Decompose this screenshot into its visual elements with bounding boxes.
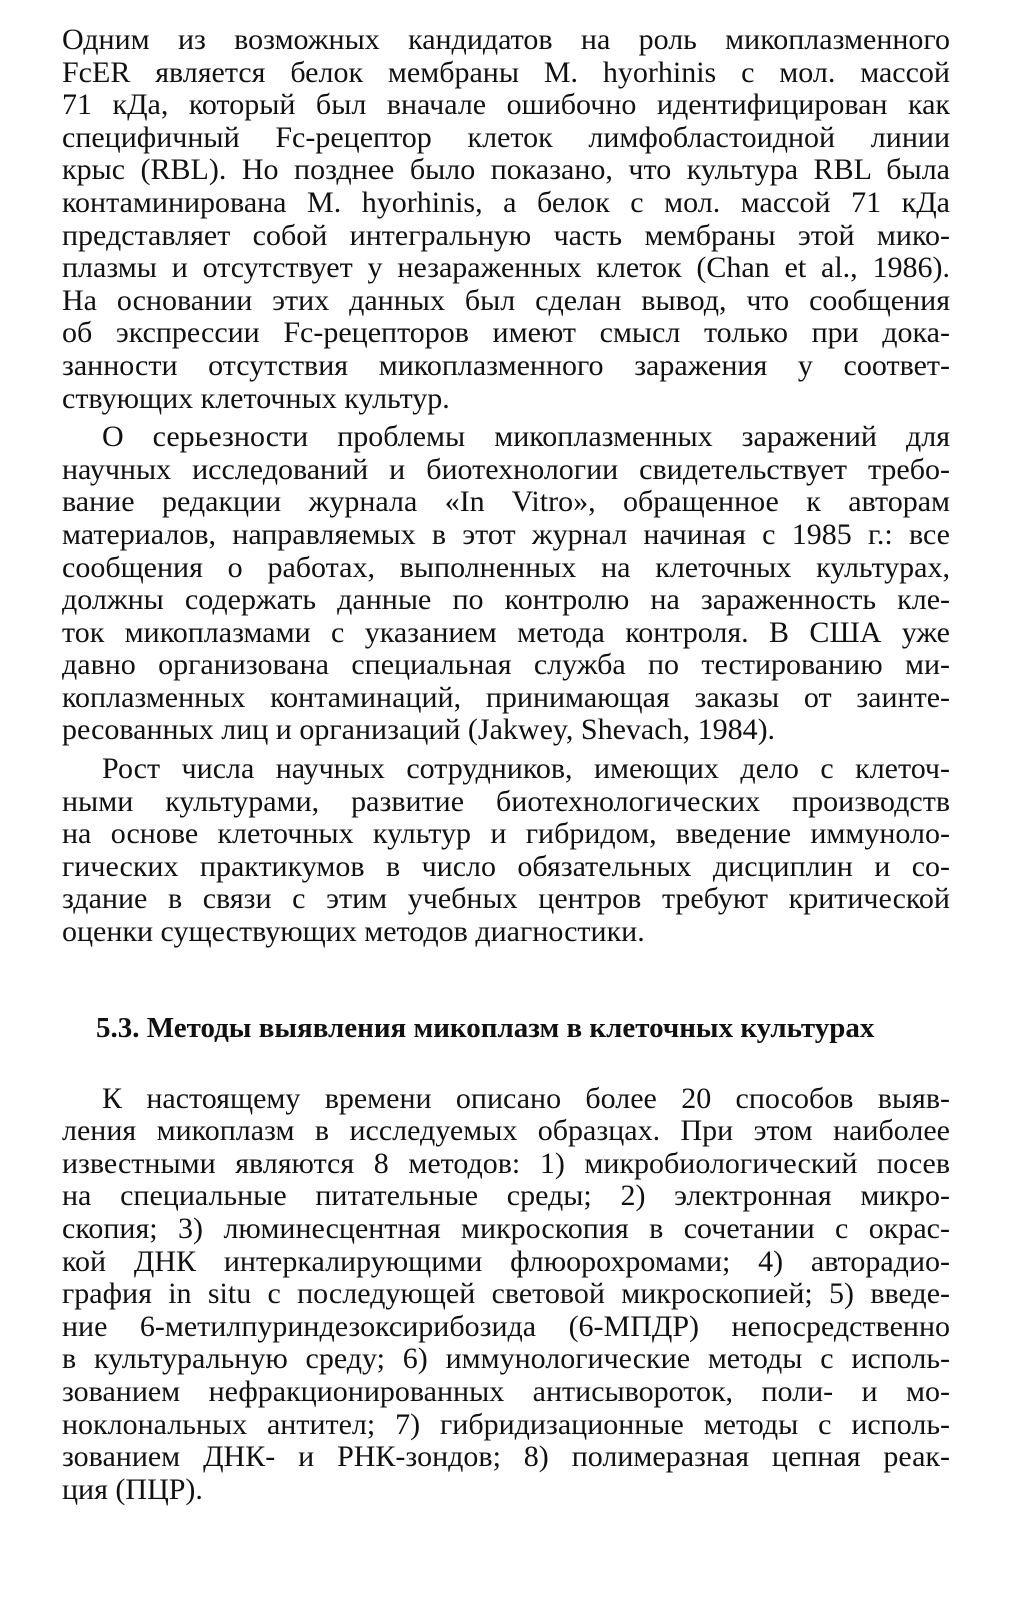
text-line: О серьезности проблемы микоплазменных заражений для [102,421,950,454]
text-line: ние 6-метилпуриндезоксирибозида (6-МПДР) непосредственно [62,1310,950,1343]
text-line: гических практикумов в число обязательных дисциплин и со- [62,850,950,883]
paragraph-4 [62,1083,950,1507]
text-line: оценки существующих методов диагностики. [62,916,645,949]
page [62,24,950,1506]
text-line: должны содержать данные по контролю на зараженность кле- [62,584,950,617]
text-line: специфичный Fc-рецептор клеток лимфобластоидной линии [62,121,950,154]
text-line: На основании этих данных был сделан вывод, что сообщения [62,284,950,317]
text-line: на специальные питательные среды; 2) электронная микро- [62,1180,950,1213]
text-line: ными культурами, развитие биотехнологических производств [62,785,950,818]
text-line: на основе клеточных культур и гибридом, введение иммуноло- [62,818,950,851]
text-line: занности отсутствия микоплазменного заражения у соответ- [62,349,950,382]
text-line: научных исследований и биотехнологии свидетельствует требо- [62,453,950,486]
text-line: ствующих клеточных культур. [62,382,450,415]
text-line: кой ДНК интеркалирующими флюорохромами; 4) авторадио- [62,1245,950,1278]
text-line: плазмы и отсутствует у незараженных клеток (Chan et al., 1986). [62,252,950,285]
text-line: скопия; 3) люминесцентная микроскопия в сочетании с окрас- [62,1213,950,1245]
text-line: давно организована специальная служба по тестированию ми- [62,649,950,682]
section-heading: 5.3. Методы выявления микоплазм в клеточных культурах [96,1011,875,1044]
text-line: зованием ДНК- и РНК-зондов; 8) полимеразная цепная реак- [62,1441,950,1474]
text-line: 71 кДа, который был вначале ошибочно идентифицирован как [62,89,950,122]
text-line: крыс (RBL). Но позднее было показано, что культура RBL была [62,154,950,187]
paragraph-1 [62,24,950,415]
text-line: Одним из возможных кандидатов на роль микоплазменного [62,24,950,56]
text-line: сообщения о работах, выполненных на клеточных культурах, [62,551,950,584]
text-line: К настоящему времени описано более 20 способов выяв- [102,1082,950,1115]
text-line: FcER является белок мембраны M. hyorhinis с мол. массой [62,56,950,89]
paragraph-2 [62,421,950,747]
text-line: представляет собой интегральную часть мембраны этой мико- [62,219,950,252]
text-line: материалов, направляемых в этот журнал начиная с 1985 г.: все [62,518,950,551]
text-line: графия in situ с последующей световой микроскопией; 5) введе- [62,1278,950,1311]
text-line: здание в связи с этим учебных центров требуют критической [62,883,950,916]
text-line: ноклональных антител; 7) гибридизационные методы с исполь- [62,1408,950,1441]
text-line: известными являются 8 методов: 1) микробиологический посев [62,1147,950,1180]
text-line: ресованных лиц и организаций (Jakwey, Shevach, 1984). [62,714,776,747]
text-line: контаминирована M. hyorhinis, а белок с мол. массой 71 кДа [62,186,950,219]
text-line: Рост числа научных сотрудников, имеющих дело с клеточ- [102,753,950,786]
text-line: ция (ПЦР). [62,1473,203,1506]
text-line: ления микоплазм в исследуемых образцах. При этом наиболее [62,1115,950,1148]
text-line: об экспрессии Fc-рецепторов имеют смысл только при дока- [62,317,950,350]
text-line: зованием нефракционированных антисывороток, поли- и мо- [62,1375,950,1408]
text-line: коплазменных контаминаций, принимающая заказы от заинте- [62,681,950,714]
text-line: вание редакции журнала «In Vitro», обращенное к авторам [62,486,950,519]
paragraph-3 [62,753,950,949]
text-line: в культуральную среду; 6) иммунологические методы с исполь- [62,1343,950,1376]
text-line: ток микоплазмами с указанием метода контроля. В США уже [62,616,950,649]
